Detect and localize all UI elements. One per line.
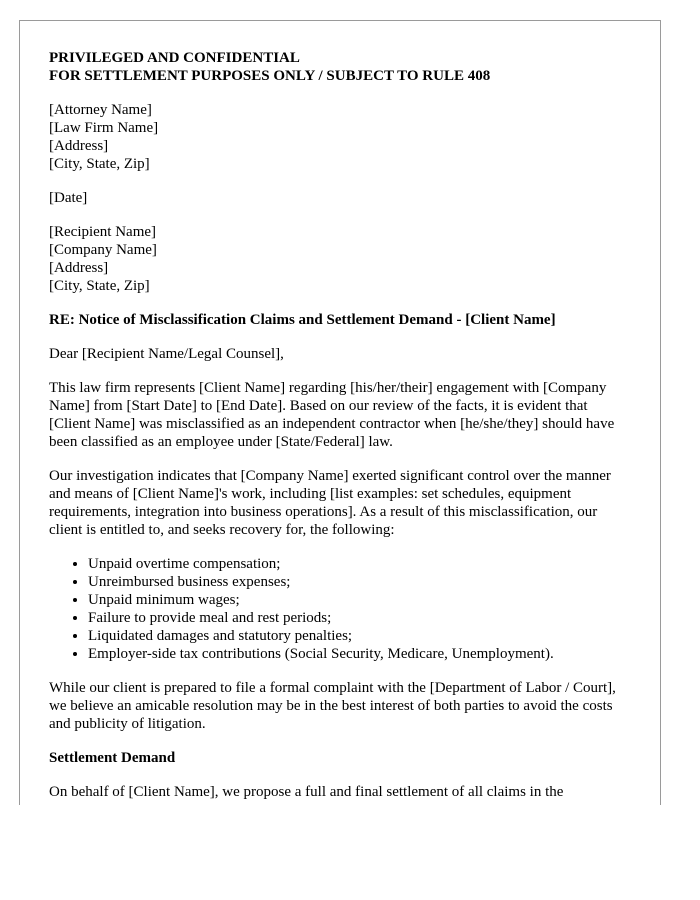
letter-date: [Date] (49, 190, 88, 206)
claim-item: • Unpaid minimum wages; (88, 591, 629, 609)
salutation: Dear [Recipient Name/Legal Counsel], (49, 346, 284, 362)
resolution-paragraph: While our client is prepared to file a formal complaint with the [Department of Labor / Court], we believe an amicable resolution may be in the best interest of both parties to avoid the costs and publicity of litigation. (49, 680, 616, 732)
claims-list (49, 555, 629, 663)
settlement-paragraph: On behalf of [Client Name], we propose a full and final settlement of all claims in the (49, 784, 564, 800)
claim-item: • Unreimbursed business expenses; (88, 573, 629, 591)
settlement-heading: Settlement Demand (49, 750, 176, 766)
sender-name: [Attorney Name] (49, 102, 152, 118)
sender-address: [Address] (49, 138, 109, 154)
recipient-block (49, 223, 629, 295)
recipient-city: [City, State, Zip] (49, 278, 150, 294)
header-line-1: PRIVILEGED AND CONFIDENTIAL (49, 50, 300, 66)
claim-item: • Failure to provide meal and rest periods; (88, 609, 629, 627)
header-line-2: FOR SETTLEMENT PURPOSES ONLY / SUBJECT TO RULE 408 (49, 68, 491, 84)
sender-firm: [Law Firm Name] (49, 120, 159, 136)
confidentiality-header (49, 49, 629, 85)
recipient-name: [Recipient Name] (49, 224, 157, 240)
claim-item: • Employer-side tax contributions (Social Security, Medicare, Unemployment). (88, 645, 629, 663)
letter-page (19, 20, 661, 805)
sender-block (49, 101, 629, 173)
sender-city: [City, State, Zip] (49, 156, 150, 172)
subject-line: RE: Notice of Misclassification Claims and Settlement Demand - [Client Name] (49, 312, 556, 328)
claim-item: • Liquidated damages and statutory penalties; (88, 627, 629, 645)
recipient-address: [Address] (49, 260, 109, 276)
recipient-company: [Company Name] (49, 242, 157, 258)
intro-paragraph: This law firm represents [Client Name] regarding [his/her/their] engagement with [Company Name] from [Start Date] to [End Date]. Based on our review of the facts, it is evident that [Client Name] was misclassified as an independent contractor when [he/she/they] should have been classified as an employee under [State/Federal] law. (49, 380, 615, 450)
claim-item: • Unpaid overtime compensation; (88, 555, 629, 573)
investigation-paragraph: Our investigation indicates that [Company Name] exerted significant control over the manner and means of [Client Name]'s work, including [list examples: set schedules, equipment requirements, integration into business operations]. As a result of this misclassification, our client is entitled to, and seeks recovery for, the following: (49, 468, 611, 538)
letter-content (49, 49, 629, 805)
